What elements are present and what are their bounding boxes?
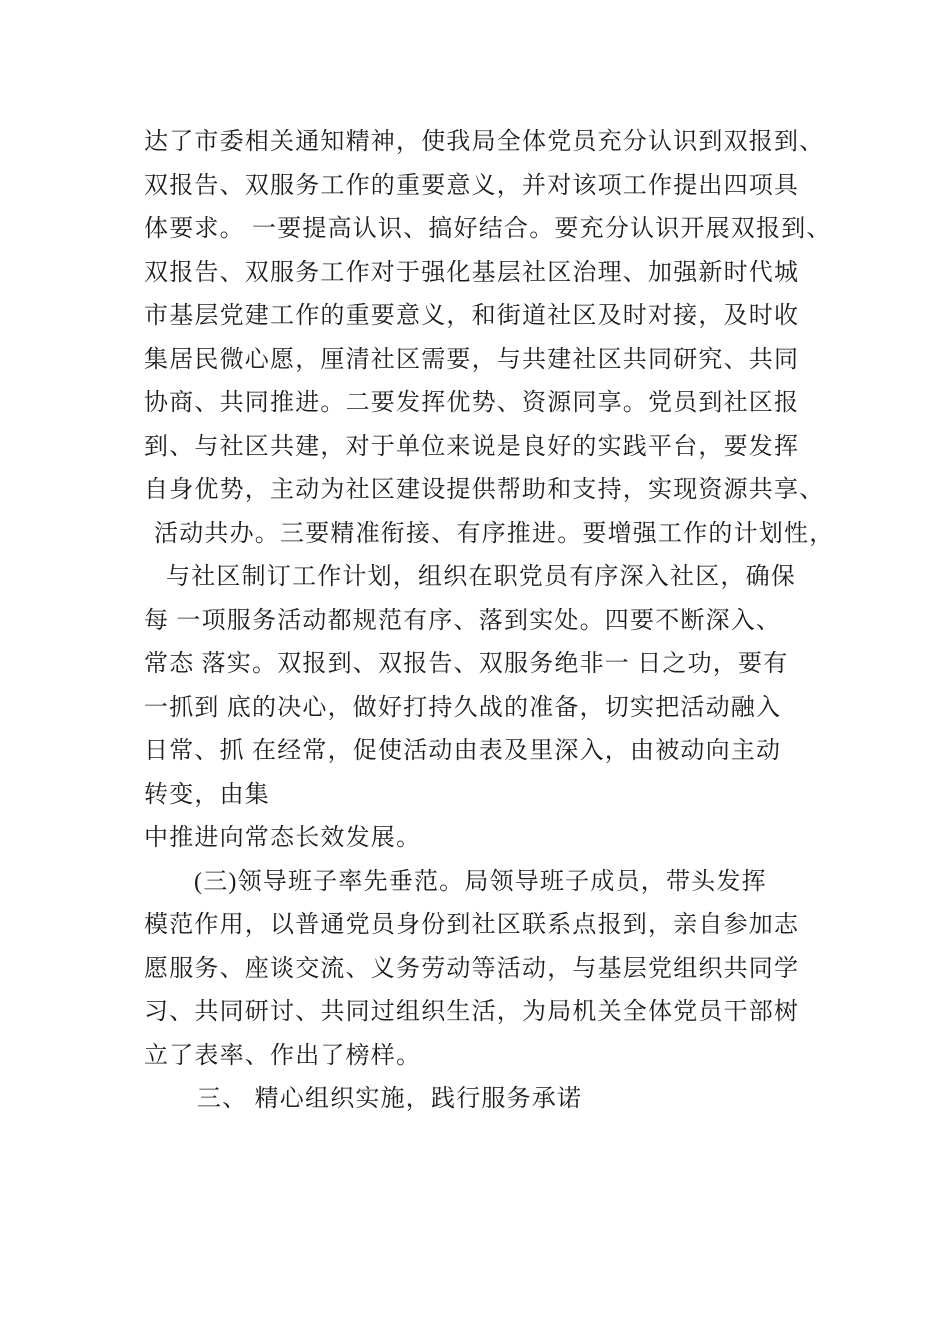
text-line: 模范作用，以普通党员身份到社区联系点报到，亲自参加志 [144, 912, 800, 938]
text-line: 转变，由集 [144, 781, 270, 808]
text-line: 市基层党建工作的重要意义，和街道社区及时对接，及时收 [144, 303, 800, 329]
text-line: 中推进向常态长效发展。 [144, 825, 422, 851]
text-line: 自身优势，主动为社区建设提供帮助和支持，实现资源共享、 [144, 477, 825, 503]
text-line: 到、与社区共建，对于单位来说是良好的实践平台，要发挥 [144, 433, 800, 460]
text-line: 三、 精心组织实施，践行服务承诺 [197, 1086, 583, 1112]
text-line: (三)领导班子率先垂范。局领导班子成员，带头发挥 [194, 868, 767, 895]
text-line: 与社区制订工作计划，组织在职党员有序深入社区，确保 [166, 564, 796, 590]
text-line: 每 一项服务活动都规范有序、落到实处。四要不断深入、 [144, 607, 782, 634]
text-line: 集居民微心愿，厘清社区需要，与共建社区共同研究、共同 [144, 346, 800, 373]
document-body [144, 121, 844, 1122]
text-line: 体要求。 一要提高认识、搞好结合。要充分认识开展双报到、 [144, 216, 832, 242]
text-line: 日常、抓 在经常，促使活动由表及里深入，由被动向主动 [144, 738, 782, 764]
text-line: 双报告、双服务工作的重要意义，并对该项工作提出四项具 [144, 172, 800, 199]
text-line: 常态 落实。双报到、双报告、双服务绝非一 日之功，要有 [144, 651, 789, 677]
text-line: 双报告、双服务工作对于强化基层社区治理、加强新时代城 [144, 259, 800, 286]
text-line: 达了市委相关通知精神，使我局全体党员充分认识到双报到、 [144, 129, 825, 155]
text-line: 协商、共同推进。二要发挥优势、资源同享。党员到社区报 [144, 390, 800, 416]
text-line: 愿服务、座谈交流、义务劳动等活动，与基层党组织共同学 [144, 955, 800, 982]
text-line: 活动共办。三要精准衔接、有序推进。要增强工作的计划性， [154, 520, 835, 547]
text-line: 立了表率、作出了榜样。 [144, 1042, 422, 1069]
text-line: 习、共同研讨、共同过组织生活，为局机关全体党员干部树 [144, 999, 800, 1025]
text-line: 一抓到 底的决心，做好打持久战的准备，切实把活动融入 [144, 694, 782, 721]
